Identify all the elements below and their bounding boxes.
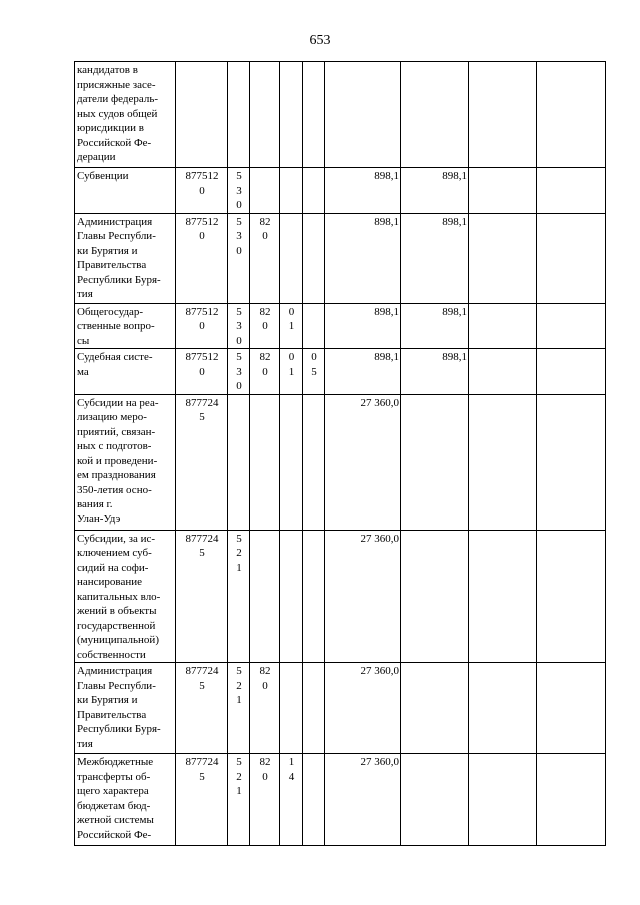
target-article-code-cell: 877724 5 — [176, 394, 228, 530]
amount-cell-4 — [537, 394, 606, 530]
section-code-cell: 0 1 — [280, 303, 303, 349]
section-code-cell — [280, 168, 303, 214]
target-article-code-cell: 877512 0 — [176, 349, 228, 395]
amount-cell-2 — [401, 530, 469, 663]
amount-cell-2: 898,1 — [401, 168, 469, 214]
amount-cell-3 — [469, 349, 537, 395]
target-article-code-cell: 877512 0 — [176, 168, 228, 214]
amount-cell-1: 27 360,0 — [325, 530, 401, 663]
row-name-cell: Судебная систе- ма — [75, 349, 176, 395]
amount-cell-2 — [401, 754, 469, 846]
target-article-code-cell: 877724 5 — [176, 663, 228, 754]
subsection-code-cell — [303, 663, 325, 754]
amount-cell-2 — [401, 394, 469, 530]
amount-cell-4 — [537, 213, 606, 303]
table-row — [75, 303, 606, 349]
amount-cell-3 — [469, 213, 537, 303]
table-row — [75, 168, 606, 214]
budget-table — [74, 61, 606, 846]
section-code-cell — [280, 62, 303, 168]
ministry-code-cell — [250, 62, 280, 168]
amount-cell-4 — [537, 530, 606, 663]
expense-type-code-cell — [228, 62, 250, 168]
subsection-code-cell: 0 5 — [303, 349, 325, 395]
amount-cell-1: 898,1 — [325, 303, 401, 349]
subsection-code-cell — [303, 754, 325, 846]
section-code-cell: 0 1 — [280, 349, 303, 395]
row-name-cell: Субвенции — [75, 168, 176, 214]
expense-type-code-cell — [228, 394, 250, 530]
amount-cell-3 — [469, 303, 537, 349]
row-name-cell: Межбюджетные трансферты об- щего характера бюджетам бюд- жетной системы Российской Фе- — [75, 754, 176, 846]
row-name-cell: Субсидии, за ис- ключением суб- сидий на софи- нансирование капитальных вло- жений в объекты государственной (муниципальной) собственности — [75, 530, 176, 663]
table-row — [75, 394, 606, 530]
amount-cell-4 — [537, 303, 606, 349]
expense-type-code-cell: 5 3 0 — [228, 349, 250, 395]
amount-cell-3 — [469, 168, 537, 214]
expense-type-code-cell: 5 3 0 — [228, 168, 250, 214]
target-article-code-cell: 877512 0 — [176, 213, 228, 303]
table-row — [75, 663, 606, 754]
amount-cell-2 — [401, 62, 469, 168]
amount-cell-4 — [537, 62, 606, 168]
section-code-cell — [280, 213, 303, 303]
expense-type-code-cell: 5 2 1 — [228, 530, 250, 663]
subsection-code-cell — [303, 62, 325, 168]
expense-type-code-cell: 5 2 1 — [228, 663, 250, 754]
row-name-cell: Субсидии на реа- лизацию меро- приятий, связан- ных с подготов- кой и проведени- ем празднования 350-летия осно- вания г. Улан-Удэ — [75, 394, 176, 530]
amount-cell-4 — [537, 349, 606, 395]
expense-type-code-cell: 5 3 0 — [228, 303, 250, 349]
table-row — [75, 754, 606, 846]
amount-cell-3 — [469, 530, 537, 663]
target-article-code-cell: 877724 5 — [176, 530, 228, 663]
ministry-code-cell: 82 0 — [250, 663, 280, 754]
amount-cell-1 — [325, 62, 401, 168]
amount-cell-1: 898,1 — [325, 349, 401, 395]
row-name-cell: Общегосудар- ственные вопро- сы — [75, 303, 176, 349]
target-article-code-cell — [176, 62, 228, 168]
amount-cell-1: 27 360,0 — [325, 754, 401, 846]
section-code-cell — [280, 663, 303, 754]
row-name-cell: кандидатов в присяжные засе- датели федераль- ных судов общей юрисдикции в Российской Фе- дерации — [75, 62, 176, 168]
subsection-code-cell — [303, 168, 325, 214]
table-row — [75, 213, 606, 303]
target-article-code-cell: 877724 5 — [176, 754, 228, 846]
target-article-code-cell: 877512 0 — [176, 303, 228, 349]
amount-cell-1: 898,1 — [325, 168, 401, 214]
expense-type-code-cell: 5 2 1 — [228, 754, 250, 846]
section-code-cell — [280, 394, 303, 530]
subsection-code-cell — [303, 213, 325, 303]
amount-cell-3 — [469, 394, 537, 530]
amount-cell-3 — [469, 62, 537, 168]
section-code-cell: 1 4 — [280, 754, 303, 846]
amount-cell-4 — [537, 168, 606, 214]
table-row — [75, 349, 606, 395]
subsection-code-cell — [303, 394, 325, 530]
expense-type-code-cell: 5 3 0 — [228, 213, 250, 303]
amount-cell-4 — [537, 754, 606, 846]
ministry-code-cell — [250, 530, 280, 663]
ministry-code-cell — [250, 168, 280, 214]
amount-cell-2 — [401, 663, 469, 754]
amount-cell-1: 27 360,0 — [325, 663, 401, 754]
page-number: 653 — [309, 33, 331, 48]
ministry-code-cell: 82 0 — [250, 213, 280, 303]
amount-cell-3 — [469, 754, 537, 846]
amount-cell-2: 898,1 — [401, 213, 469, 303]
amount-cell-3 — [469, 663, 537, 754]
amount-cell-4 — [537, 663, 606, 754]
table-row — [75, 530, 606, 663]
subsection-code-cell — [303, 530, 325, 663]
row-name-cell: Администрация Главы Республи- ки Бурятия и Правительства Республики Буря- тия — [75, 663, 176, 754]
ministry-code-cell — [250, 394, 280, 530]
row-name-cell: Администрация Главы Республи- ки Бурятия и Правительства Республики Буря- тия — [75, 213, 176, 303]
table-row — [75, 62, 606, 168]
ministry-code-cell: 82 0 — [250, 349, 280, 395]
amount-cell-2: 898,1 — [401, 349, 469, 395]
ministry-code-cell: 82 0 — [250, 754, 280, 846]
section-code-cell — [280, 530, 303, 663]
amount-cell-2: 898,1 — [401, 303, 469, 349]
ministry-code-cell: 82 0 — [250, 303, 280, 349]
amount-cell-1: 27 360,0 — [325, 394, 401, 530]
subsection-code-cell — [303, 303, 325, 349]
amount-cell-1: 898,1 — [325, 213, 401, 303]
